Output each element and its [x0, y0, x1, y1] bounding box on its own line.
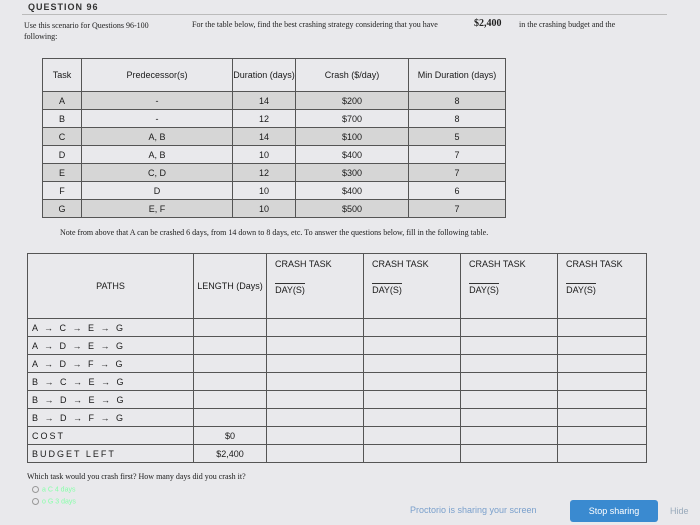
crash-cell[interactable] [558, 337, 647, 355]
cell: 10 [233, 200, 296, 218]
intro-right: in the crashing budget and the [519, 20, 616, 29]
col-min-duration: Min Duration (days) [409, 59, 506, 92]
cell: $500 [296, 200, 409, 218]
days-label: DAY(S) [372, 285, 402, 295]
crash-cell[interactable] [267, 391, 364, 409]
radio-icon[interactable] [32, 498, 39, 505]
cell: 7 [409, 164, 506, 182]
cell: $300 [296, 164, 409, 182]
crash-cell[interactable] [267, 337, 364, 355]
cell: E [43, 164, 82, 182]
hide-button[interactable]: Hide [670, 506, 689, 516]
stop-sharing-button[interactable]: Stop sharing [570, 500, 658, 522]
cost-cell[interactable] [364, 427, 461, 445]
divider [22, 14, 667, 15]
path-cell: A → D → E → G [28, 337, 194, 355]
crash-cell[interactable] [461, 319, 558, 337]
cell: D [82, 182, 233, 200]
path-table [27, 253, 647, 463]
cell: $700 [296, 110, 409, 128]
cell: $400 [296, 146, 409, 164]
length-cell[interactable] [194, 355, 267, 373]
cell: 10 [233, 146, 296, 164]
note-text: Note from above that A can be crashed 6 days, from 14 down to 8 days, etc. To answer the questions below, fill in the following table. [60, 228, 489, 237]
cell: B [43, 110, 82, 128]
table-row [43, 182, 506, 200]
crash-cell[interactable] [364, 373, 461, 391]
cell: A [43, 92, 82, 110]
budget-left-label: BUDGET LEFT [28, 445, 194, 463]
budget-cell[interactable] [364, 445, 461, 463]
intro-mid: For the table below, find the best crashing strategy considering that you have [192, 20, 438, 29]
days-label: DAY(S) [275, 285, 305, 295]
days-label: DAY(S) [566, 285, 596, 295]
crash-cell[interactable] [558, 319, 647, 337]
crash-cell[interactable] [267, 319, 364, 337]
cell: 5 [409, 128, 506, 146]
crash-col-3 [461, 254, 558, 319]
crash-cell[interactable] [461, 373, 558, 391]
path-row [28, 373, 647, 391]
crash-col-4 [558, 254, 647, 319]
crash-cell[interactable] [461, 355, 558, 373]
length-cell[interactable] [194, 319, 267, 337]
crash-cell[interactable] [558, 373, 647, 391]
crash-cell[interactable] [461, 409, 558, 427]
crash-cell[interactable] [461, 391, 558, 409]
path-row [28, 355, 647, 373]
cell: 14 [233, 128, 296, 146]
table-row [43, 164, 506, 182]
path-row [28, 391, 647, 409]
question-number: QUESTION 96 [28, 2, 99, 12]
table-row [43, 128, 506, 146]
crash-cell[interactable] [364, 319, 461, 337]
crash-cell[interactable] [267, 409, 364, 427]
cell: 14 [233, 92, 296, 110]
crash-cell[interactable] [267, 355, 364, 373]
length-cell[interactable] [194, 337, 267, 355]
crash-task-label: CRASH TASK [275, 259, 332, 269]
budget-row [28, 445, 647, 463]
table-row [43, 110, 506, 128]
path-cell: B → C → E → G [28, 373, 194, 391]
cell: A, B [82, 146, 233, 164]
table-row [43, 92, 506, 110]
path-row [28, 337, 647, 355]
path-cell: A → C → E → G [28, 319, 194, 337]
cell: G [43, 200, 82, 218]
cell: 8 [409, 92, 506, 110]
days-label: DAY(S) [469, 285, 499, 295]
cell: 8 [409, 110, 506, 128]
length-cell[interactable] [194, 409, 267, 427]
cost-value: $0 [194, 427, 267, 445]
option-label: a C 4 days [42, 486, 76, 494]
crash-task-label: CRASH TASK [372, 259, 429, 269]
crash-cell[interactable] [558, 355, 647, 373]
cell: D [43, 146, 82, 164]
crash-col-2 [364, 254, 461, 319]
col-crash: Crash ($/day) [296, 59, 409, 92]
cell: 12 [233, 164, 296, 182]
cell: $200 [296, 92, 409, 110]
crash-task-label: CRASH TASK [566, 259, 623, 269]
cell: F [43, 182, 82, 200]
crash-cell[interactable] [364, 355, 461, 373]
cell: A, B [82, 128, 233, 146]
sharing-notice: Proctorio is sharing your screen [410, 505, 537, 515]
answer-option[interactable] [32, 486, 75, 493]
budget-cell[interactable] [558, 445, 647, 463]
path-cell: B → D → E → G [28, 391, 194, 409]
crash-col-1 [267, 254, 364, 319]
col-duration: Duration (days) [233, 59, 296, 92]
cost-label: COST [28, 427, 194, 445]
table-row [43, 200, 506, 218]
budget-cell[interactable] [461, 445, 558, 463]
cell: C, D [82, 164, 233, 182]
crash-cell[interactable] [364, 337, 461, 355]
col-task: Task [43, 59, 82, 92]
paths-header: PATHS [28, 254, 194, 319]
path-cell: A → D → F → G [28, 355, 194, 373]
crash-cell[interactable] [461, 337, 558, 355]
col-predecessors: Predecessor(s) [82, 59, 233, 92]
path-cell: B → D → F → G [28, 409, 194, 427]
length-cell[interactable] [194, 391, 267, 409]
crash-cell[interactable] [364, 409, 461, 427]
cost-row [28, 427, 647, 445]
cell: $100 [296, 128, 409, 146]
cost-cell[interactable] [267, 427, 364, 445]
path-row [28, 409, 647, 427]
task-table [42, 58, 506, 218]
path-row [28, 319, 647, 337]
intro-left: Use this scenario for Questions 96-100 following: [24, 21, 149, 41]
radio-icon[interactable] [32, 486, 39, 493]
cell: C [43, 128, 82, 146]
cell: 12 [233, 110, 296, 128]
crash-cell[interactable] [558, 409, 647, 427]
crash-cell[interactable] [267, 373, 364, 391]
question-prompt: Which task would you crash first? How many days did you crash it? [27, 472, 246, 481]
cell: 7 [409, 200, 506, 218]
cell: 6 [409, 182, 506, 200]
table-row [43, 146, 506, 164]
budget-amount: $2,400 [474, 18, 502, 29]
budget-cell[interactable] [267, 445, 364, 463]
length-cell[interactable] [194, 373, 267, 391]
cell: - [82, 92, 233, 110]
crash-cell[interactable] [364, 391, 461, 409]
length-header: LENGTH (Days) [194, 254, 267, 319]
cell: E, F [82, 200, 233, 218]
cost-cell[interactable] [461, 427, 558, 445]
budget-left-value: $2,400 [194, 445, 267, 463]
cell: - [82, 110, 233, 128]
cell: 10 [233, 182, 296, 200]
cost-cell[interactable] [558, 427, 647, 445]
option-label: o G 3 days [42, 498, 76, 506]
crash-cell[interactable] [558, 391, 647, 409]
cell: 7 [409, 146, 506, 164]
answer-option[interactable] [32, 498, 76, 505]
cell: $400 [296, 182, 409, 200]
crash-task-label: CRASH TASK [469, 259, 526, 269]
